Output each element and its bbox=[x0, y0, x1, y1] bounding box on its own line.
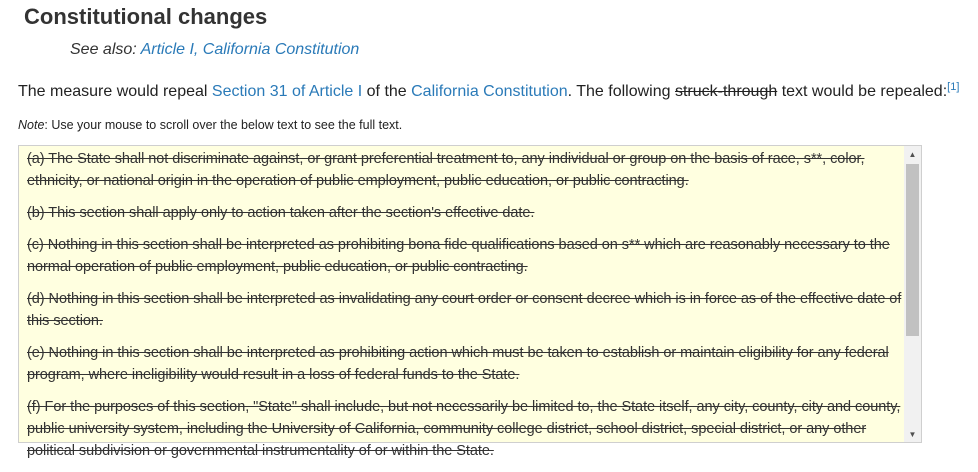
struck-through-example: struck-through bbox=[674, 83, 778, 100]
scroll-up-arrow-icon[interactable]: ▲ bbox=[908, 149, 917, 159]
repealed-text-scroll-box[interactable] bbox=[18, 145, 922, 459]
note-text: : Use your mouse to scroll over the below text to see the full text. bbox=[44, 118, 403, 132]
intro-text-3: . The following bbox=[567, 83, 675, 100]
vertical-scrollbar[interactable] bbox=[904, 146, 921, 442]
see-also-prefix: See also: bbox=[70, 41, 141, 58]
repealed-text-content bbox=[27, 148, 905, 472]
repealed-paragraph-e: (e) Nothing in this section shall be interpreted as prohibiting action which must be taken to establish or maintain eligibility for any federal program, where ineligibility would result in a loss of federal funds to the State. bbox=[27, 345, 889, 383]
scrollbar-thumb[interactable] bbox=[906, 164, 919, 336]
repealed-paragraph-c: (c) Nothing in this section shall be interpreted as prohibiting bona fide qualifications based on s** which are reasonably necessary to the normal operation of public employment, public education, or public contracting. bbox=[27, 237, 890, 275]
note-label: Note bbox=[18, 118, 45, 132]
see-also bbox=[70, 41, 359, 59]
intro-text-2: of the bbox=[362, 83, 412, 100]
california-constitution-link[interactable]: California Constitution bbox=[411, 83, 568, 100]
repealed-paragraph-d: (d) Nothing in this section shall be interpreted as invalidating any court order or consent decree which is in force as of the effective date of this section. bbox=[27, 291, 902, 329]
reference-link[interactable]: [1] bbox=[947, 81, 960, 93]
scroll-note bbox=[18, 118, 402, 132]
section-heading: Constitutional changes bbox=[24, 4, 268, 29]
repealed-paragraph-f: (f) For the purposes of this section, "State" shall include, but not necessarily be limited to, the State itself, any city, county, city and county, public university system, including the University of California, community college district, school district, special district, or any other political subdivision or governmental instrumentality of or within the State. bbox=[27, 399, 901, 459]
see-also-link[interactable]: Article I, California Constitution bbox=[140, 41, 360, 58]
intro-text-4: text would be repealed: bbox=[777, 83, 948, 100]
intro-text-1: The measure would repeal bbox=[18, 83, 212, 100]
repealed-paragraph-a: (a) The State shall not discriminate against, or grant preferential treatment to, any individual or group on the basis of race, s**, color, ethnicity, or national origin in the operation of public employment, public education, or public contracting. bbox=[27, 151, 865, 189]
section-31-link[interactable]: Section 31 of Article I bbox=[211, 83, 363, 100]
intro-paragraph bbox=[18, 83, 959, 101]
scroll-down-arrow-icon[interactable]: ▼ bbox=[908, 429, 917, 439]
repealed-paragraph-b: (b) This section shall apply only to action taken after the section's effective date. bbox=[27, 205, 535, 221]
